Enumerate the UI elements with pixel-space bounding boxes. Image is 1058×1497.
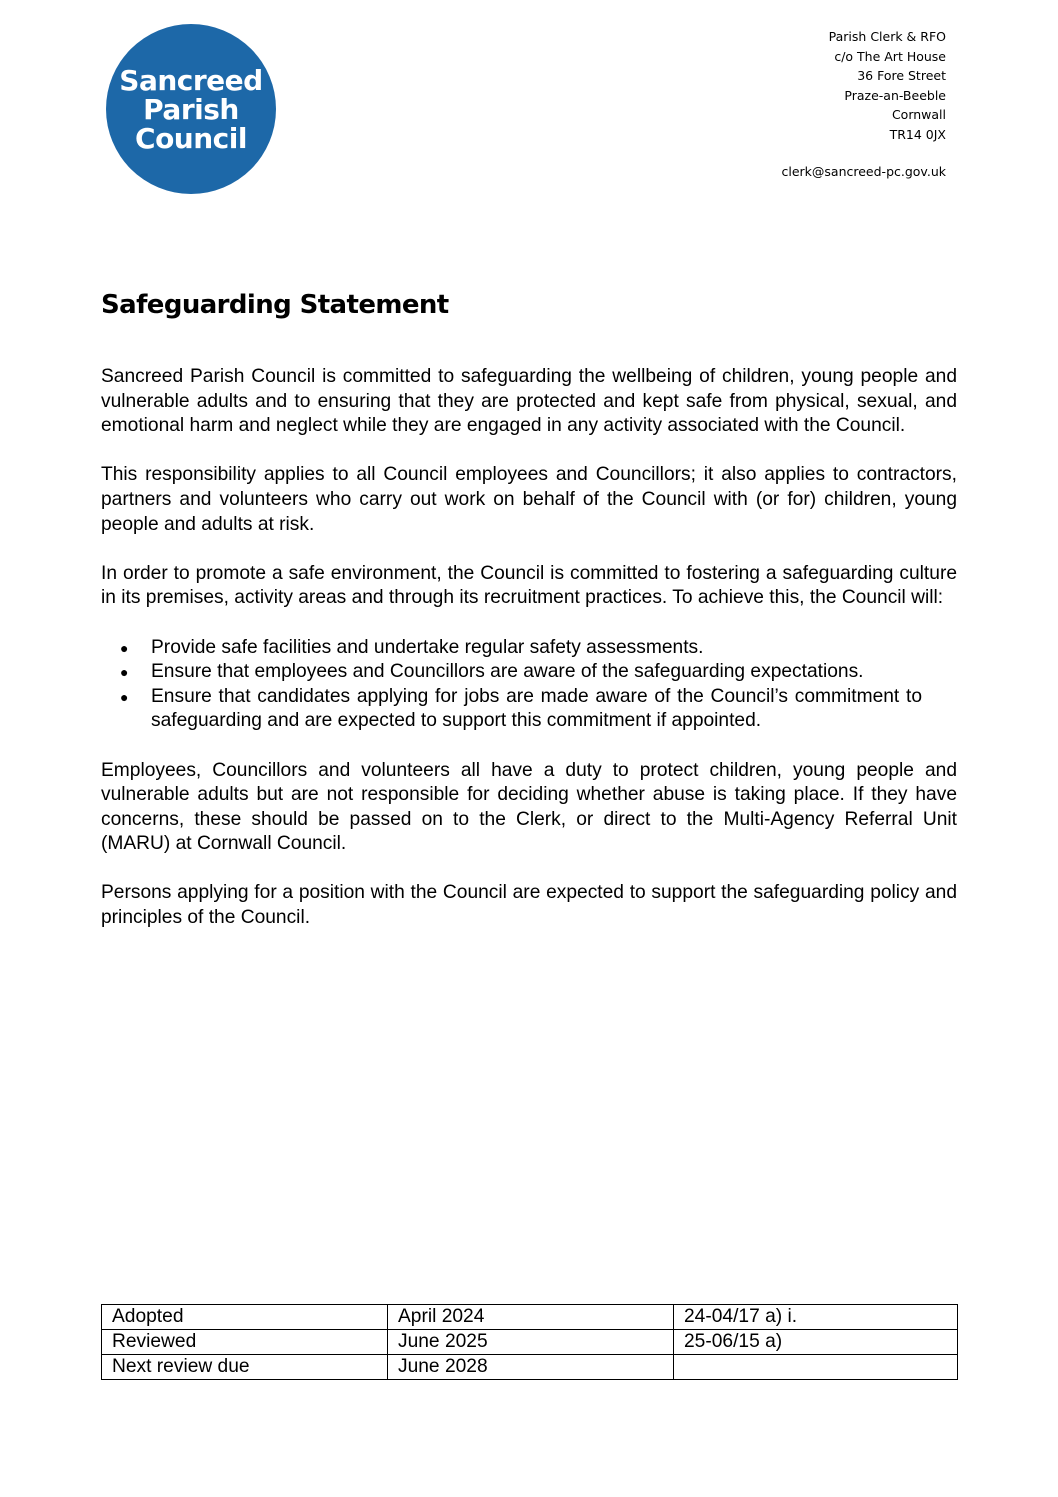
table-row — [102, 1305, 958, 1330]
table-cell: June 2025 — [388, 1330, 674, 1355]
table-row — [102, 1330, 958, 1355]
table-cell: April 2024 — [388, 1305, 674, 1330]
address-line: c/o The Art House — [834, 48, 946, 64]
table-cell: 25-06/15 a) — [674, 1330, 958, 1355]
table-cell: 24-04/17 a) i. — [674, 1305, 958, 1330]
list-item-text: Provide safe facilities and undertake regular safety assessments. — [151, 636, 704, 658]
review-table — [101, 1304, 958, 1380]
list-item-text: Ensure that employees and Councillors are aware of the safeguarding expectations. — [151, 661, 864, 683]
paragraph-applicants: Persons applying for a position with the Council are expected to support the safeguarding policy and principles of the Council. — [101, 882, 957, 929]
logo-text-line-1: Sancreed — [119, 63, 263, 97]
address-line: Parish Clerk & RFO — [828, 29, 946, 44]
logo-text-line-2: Parish — [143, 92, 239, 126]
table-cell: Reviewed — [102, 1330, 388, 1355]
document-title: Safeguarding Statement — [101, 290, 449, 320]
address-line: TR14 0JX — [889, 126, 946, 142]
table-cell: Adopted — [102, 1305, 388, 1330]
paragraph-commitment: Sancreed Parish Council is committed to safeguarding the wellbeing of children, young people and vulnerable adults and to ensuring that they are protected and kept safe from physical, sexual, and emotional harm and neglect while they are engaged in any activity associated with the Council. — [101, 366, 957, 437]
table-cell — [674, 1355, 958, 1380]
paragraph-duty: Employees, Councillors and volunteers all have a duty to protect children, young people and vulnerable adults but are not responsible for deciding whether abuse is taking place. If they have concerns, these should be passed on to the Clerk, or direct to the Multi-Agency Referral Unit (MARU) at Cornwall Council. — [101, 759, 957, 855]
list-item — [120, 660, 922, 685]
paragraph-responsibility: This responsibility applies to all Council employees and Councillors; it also applies to contractors, partners and volunteers who carry out work on behalf of the Council with (or for) children, young people and adults at risk. — [101, 464, 957, 535]
list-item — [120, 685, 922, 734]
table-row — [102, 1355, 958, 1380]
logo-text-line-3: Council — [135, 121, 247, 155]
council-logo — [106, 24, 276, 194]
list-item — [120, 636, 922, 661]
address-line: Praze-an-Beeble — [844, 87, 946, 103]
bullet-icon: ● — [120, 664, 129, 681]
contact-email: clerk@sancreed-pc.gov.uk — [781, 164, 946, 179]
document-body — [101, 365, 957, 955]
address-block — [782, 27, 947, 182]
bullet-icon: ● — [120, 639, 129, 656]
commitments-list — [101, 636, 957, 734]
address-line: Cornwall — [891, 107, 946, 122]
address-line: 36 Fore Street — [857, 68, 946, 83]
list-item-text: Ensure that candidates applying for jobs are made aware of the Council’s commitment to safeguarding and are expected to support this commitment if appointed. — [151, 685, 922, 732]
table-cell: Next review due — [102, 1355, 388, 1380]
table-cell: June 2028 — [388, 1355, 674, 1380]
bullet-icon: ● — [120, 688, 129, 705]
paragraph-safe-environment: In order to promote a safe environment, the Council is committed to fostering a safeguarding culture in its premises, activity areas and through its recruitment practices. To achieve this, the Council will: — [101, 562, 957, 609]
